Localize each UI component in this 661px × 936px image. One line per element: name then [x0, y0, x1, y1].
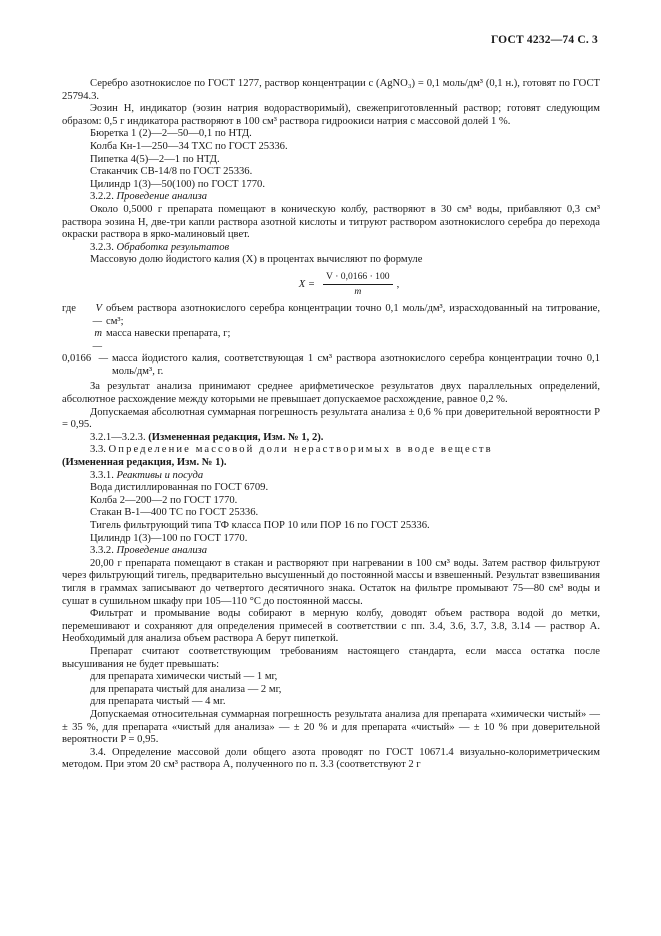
amendment-note: (Измененная редакция, Изм. № 1, 2). [148, 431, 324, 443]
definition-prefix: 0,0166 [62, 353, 92, 365]
paragraph-text: Вода дистиллированная по ГОСТ 6709. [90, 482, 269, 494]
section-heading: Проведение анализа [116, 191, 208, 203]
paragraph-text: Препарат считают соответствующим требованиям настоящего стандарта, если масса остатка после высушивания не будет превышать: [62, 645, 600, 670]
section-heading: Определение массовой доли нерастворимых в воде веществ [108, 444, 493, 456]
paragraph-text: Бюретка 1 (2)—2—50—0,1 по НТД. [90, 128, 252, 140]
paragraph [62, 128, 600, 141]
formula-denominator: m [354, 286, 362, 298]
paragraph-text: 20,00 г препарата помещают в стакан и растворяют при нагревании в 100 см³ воды. Затем раствор фильтруют через фильтрующий тигель, предварительно высушенный до постоянной массы и взвешенный. Результат взвешивания тигля в граммах записывают до четвертого десятичного знака. Остаток на фильтре промывают 75—80 см³ воды и сушат в сушильном шкафу при 105—110 °С до постоянной массы. [62, 557, 600, 607]
paragraph-text: Фильтрат и промывание воды собирают в мерную колбу, доводят объем раствора водой до метки, перемешивают и сохраняют для определения примесей в соответствии с пп. 3.4, 3.6, 3.7, 3.8, 3.14 — раствор А. Необходимый для анализа объем раствора А берут пипеткой. [62, 608, 600, 645]
paragraph-text: Колба 2—200—2 по ГОСТ 1770. [90, 494, 238, 506]
formula [98, 270, 600, 300]
definition-text: объем раствора азотнокислого серебра концентрации точно 0,1 моль/дм³, израсходованный на титрование, см³; [106, 302, 600, 327]
paragraph-text: Около 0,5000 г препарата помещают в коническую колбу, растворяют в 30 см³ воды, прибавляют 0,3 см³ раствора эозина Н, две-три капли раствора азотной кислоты и титруют раствором азотнокислого серебра до перехода окраски раствора в ярко-малиновый цвет. [62, 203, 600, 241]
paragraph [62, 179, 600, 192]
paragraph [62, 646, 600, 671]
definition-symbol: — [98, 353, 108, 365]
paragraph-text: 3.4. Определение массовой доли общего азота проводят по ГОСТ 10671.4 визуально-колориметрическим методом. При этом 20 см³ раствора А, полученного по п. 3.3 (соответствуют 2 г [62, 746, 600, 771]
paragraph [62, 671, 600, 684]
paragraph [62, 432, 600, 445]
paragraph [62, 507, 600, 520]
paragraph-text: Массовую долю йодистого калия (X) в процентах вычисляют по формуле [90, 254, 423, 266]
paragraph [62, 533, 600, 546]
definition-text: масса йодистого калия, соответствующая 1 см³ раствора азотнокислого серебра концентрации точно 0,1 моль/дм³, г. [112, 353, 600, 377]
variable-definition [62, 328, 600, 353]
section-number: 3.3. [90, 444, 109, 456]
paragraph [62, 204, 600, 242]
paragraph-text: Цилиндр 1(3)—100 по ГОСТ 1770. [90, 532, 248, 544]
paragraph [62, 696, 600, 709]
paragraph [62, 103, 600, 128]
section-heading: Обработка результатов [116, 241, 230, 253]
variable-definition [62, 303, 600, 328]
paragraph [62, 141, 600, 154]
paragraph [62, 166, 600, 179]
paragraph-text: для препарата чистый для анализа — 2 мг, [90, 683, 282, 695]
definition-prefix: где [62, 302, 76, 314]
section-number: 3.3.1. [90, 469, 117, 481]
definition-prefix [62, 328, 84, 353]
section-number: 3.2.1—3.2.3. [90, 431, 149, 443]
paragraph [62, 242, 600, 255]
paragraph-text: Допускаемая относительная суммарная погрешность результата анализа для препарата «химически чистый» — ± 35 %, для препарата «чистый для анализа» — ± 20 % и для препарата «чистый» — ± 10 % при доверительной вероятности P = 0,95. [62, 708, 600, 746]
paragraph-text: для препарата химически чистый — 1 мг, [90, 671, 278, 683]
paragraph-text: Пипетка 4(5)—2—1 по НТД. [90, 153, 220, 165]
amendment-note: (Измененная редакция, Изм. № 1). [62, 457, 227, 469]
paragraph [62, 444, 600, 469]
page-header: ГОСТ 4232—74 С. 3 [490, 34, 598, 46]
section-number: 3.3.2. [90, 545, 117, 557]
paragraph [62, 191, 600, 204]
paragraph-text: Колба Кн-1—250—34 ТХС по ГОСТ 25336. [90, 140, 288, 152]
paragraph-text: Тигель фильтрующий типа ТФ класса ПОР 10 или ПОР 16 по ГОСТ 25336. [90, 520, 430, 531]
paragraph-text: Цилиндр 1(3)—50(100) по ГОСТ 1770. [90, 178, 265, 190]
paragraph-text: Допускаемая абсолютная суммарная погрешность результата анализа ± 0,6 % при доверительной вероятности P = 0,95. [62, 406, 600, 431]
formula-tail: , [396, 278, 400, 290]
paragraph [62, 495, 600, 508]
paragraph [62, 154, 600, 167]
definition-symbol: m — [92, 328, 102, 352]
paragraph [62, 482, 600, 495]
definition-symbol: V — [92, 302, 102, 327]
paragraph [62, 747, 600, 772]
paragraph [62, 381, 600, 406]
paragraph [62, 558, 600, 608]
paragraph-text: для препарата чистый — 4 мг. [90, 696, 226, 708]
formula-numerator: V · 0,0166 · 100 [323, 271, 393, 286]
definition-text: масса навески препарата, г; [106, 328, 231, 340]
paragraph-text: За результат анализа принимают среднее арифметическое результатов двух параллельных определений, абсолютное расхождение между которыми не превышает допускаемое расхождение, равное 0,2 %. [62, 381, 600, 406]
paragraph [62, 407, 600, 432]
variable-definition [62, 353, 600, 378]
paragraph-text: Серебро азотнокислое по ГОСТ 1277, раствор концентрации c (AgNO₃) = 0,1 моль/дм³ (0,1 н.), готовят по ГОСТ 25794.3. [62, 78, 600, 102]
paragraph-text: Эозин Н, индикатор (эозин натрия водорастворимый), свежеприготовленный раствор; готовят следующим образом: 0,5 г индикатора растворяют в 100 см³ раствора гидроокиси натрия с массовой долей 1 %. [62, 103, 600, 127]
paragraph-text: Стакан В-1—400 ТС по ГОСТ 25336. [90, 507, 259, 519]
section-heading: Реактивы и посуда [116, 469, 204, 481]
section-number: 3.2.3. [90, 241, 117, 253]
paragraph [62, 78, 600, 103]
paragraph-text: Стаканчик СВ-14/8 по ГОСТ 25336. [90, 166, 253, 178]
paragraph [62, 470, 600, 483]
paragraph [62, 684, 600, 697]
section-heading: Проведение анализа [116, 545, 208, 557]
paragraph [62, 545, 600, 558]
paragraph [62, 709, 600, 747]
section-number: 3.2.2. [90, 191, 117, 203]
paragraph [62, 520, 600, 533]
paragraph [62, 254, 600, 267]
paragraph [62, 608, 600, 646]
document-body [62, 36, 600, 772]
formula-fraction [323, 271, 393, 299]
formula-lhs: X = [298, 278, 316, 290]
